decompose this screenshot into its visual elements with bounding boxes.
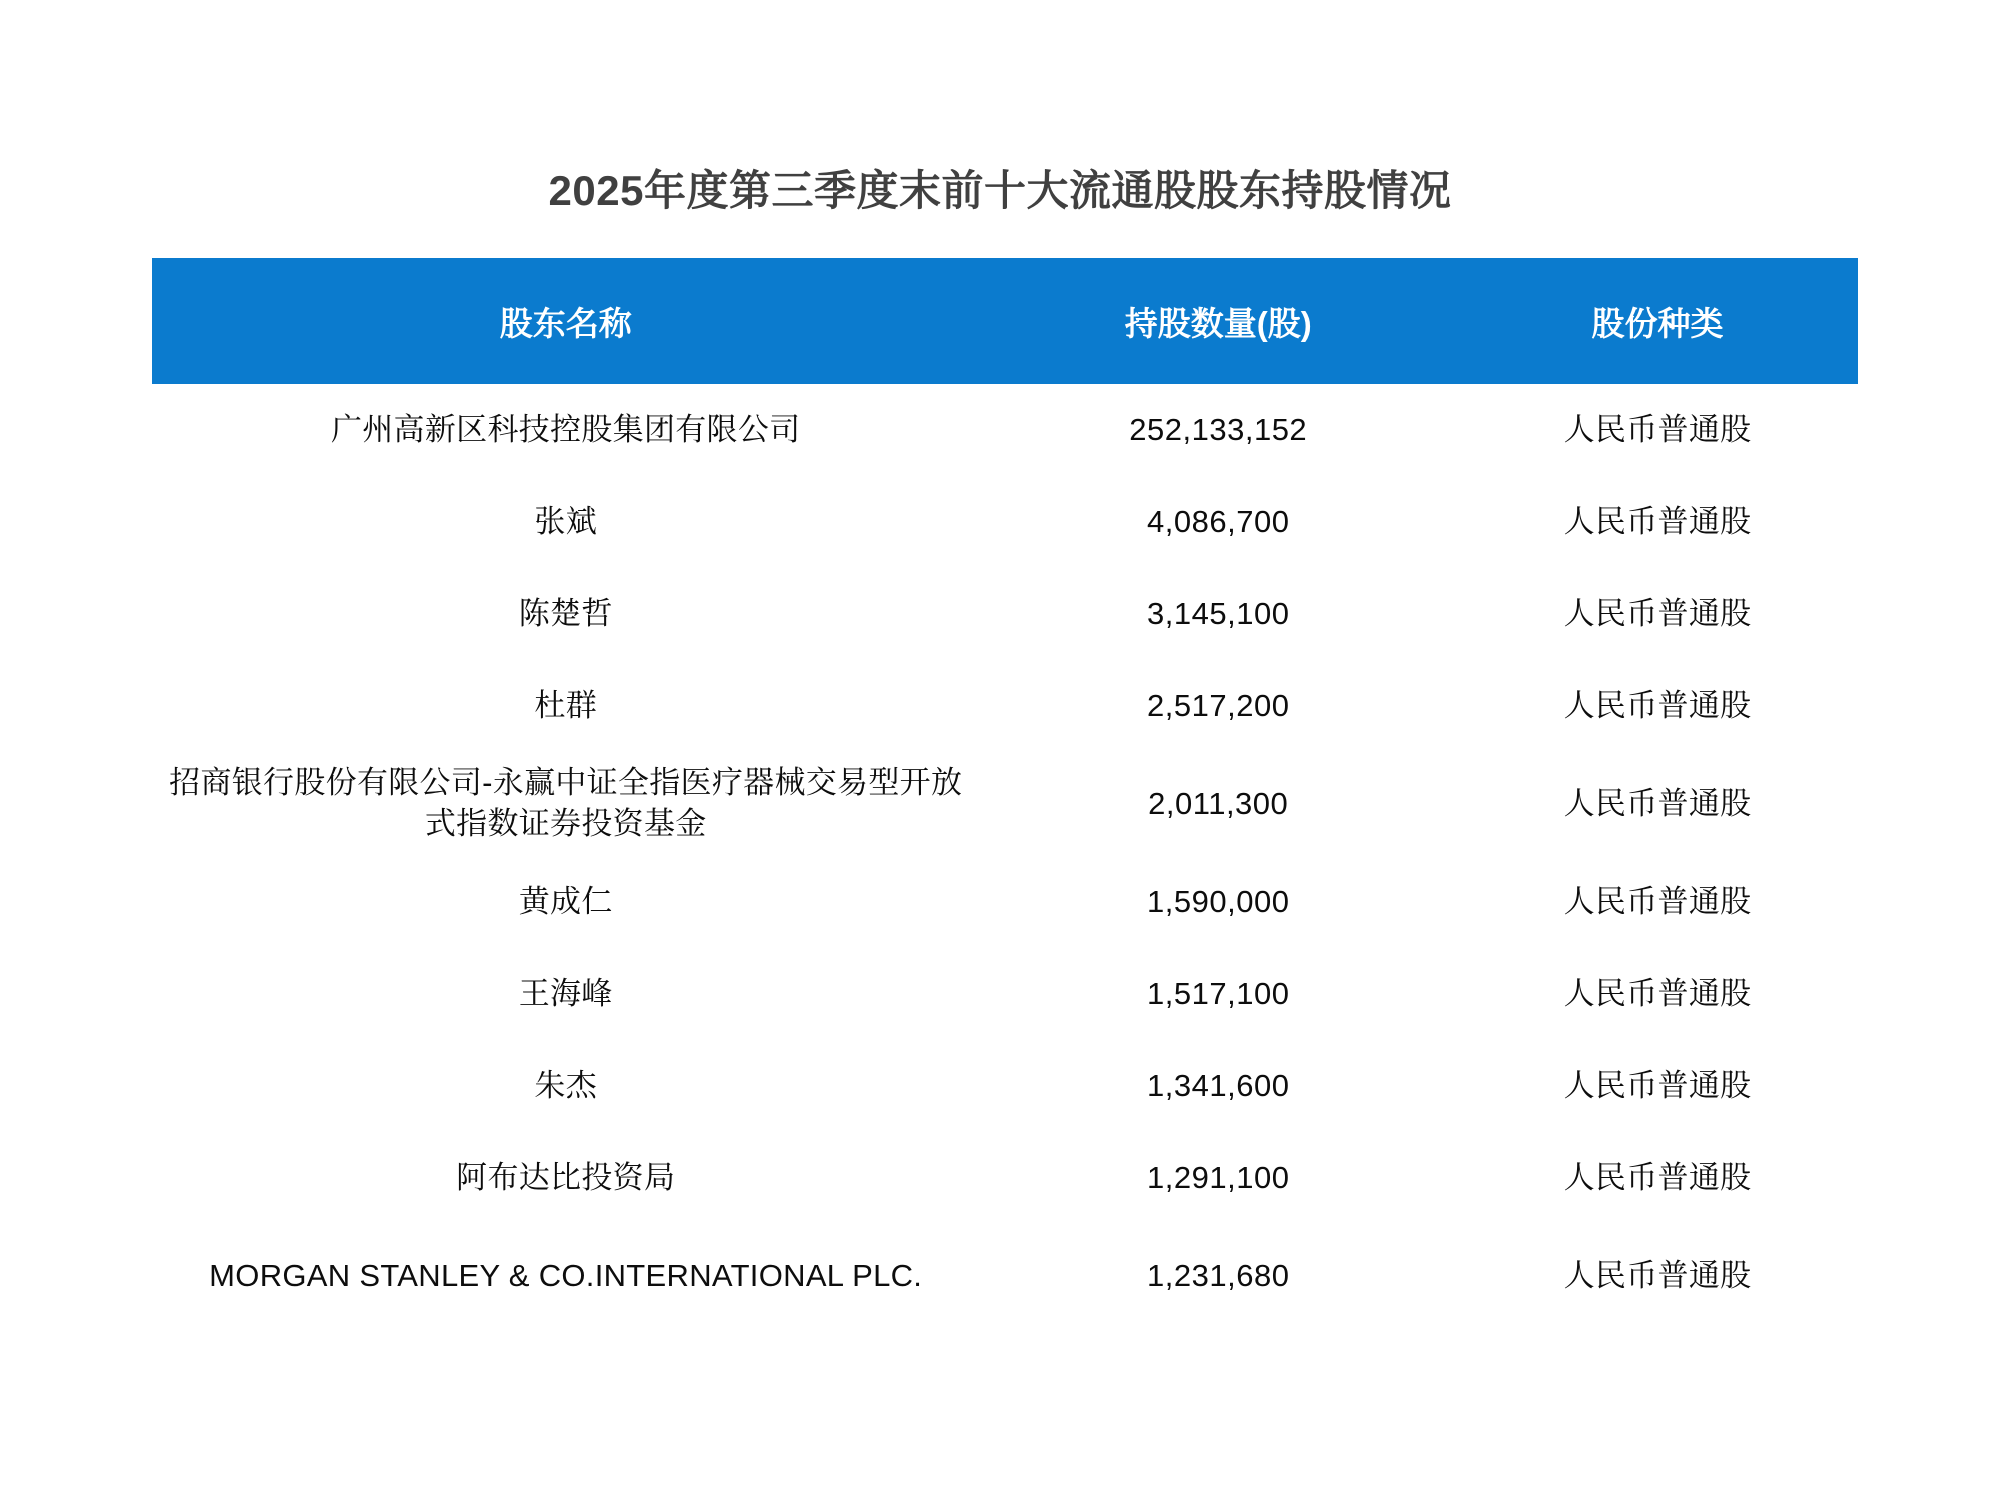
table-row bbox=[152, 1132, 1858, 1224]
cell-shareholder-name: 阿布达比投资局 bbox=[456, 1159, 676, 1195]
cell-quantity: 3,145,100 bbox=[1147, 595, 1290, 631]
cell-quantity: 1,231,680 bbox=[1147, 1257, 1290, 1293]
cell-shareholder-name: 张斌 bbox=[534, 503, 597, 539]
cell-share-type: 人民币普通股 bbox=[1563, 883, 1752, 919]
table-row bbox=[152, 568, 1858, 660]
cell-share-type: 人民币普通股 bbox=[1563, 1257, 1752, 1293]
cell-shareholder-name: 王海峰 bbox=[518, 975, 613, 1011]
cell-quantity: 252,133,152 bbox=[1129, 411, 1308, 447]
shareholders-table-container bbox=[152, 258, 1858, 1328]
table-row bbox=[152, 752, 1858, 856]
table-header bbox=[152, 258, 1858, 384]
cell-quantity: 2,517,200 bbox=[1147, 687, 1290, 723]
cell-quantity: 1,517,100 bbox=[1147, 975, 1290, 1011]
cell-quantity: 1,291,100 bbox=[1147, 1159, 1290, 1195]
cell-shareholder-name: 招商银行股份有限公司-永赢中证全指医疗器械交易型开放式指数证券投资基金 bbox=[169, 765, 963, 841]
cell-quantity: 4,086,700 bbox=[1147, 503, 1290, 539]
shareholders-table bbox=[152, 258, 1858, 1328]
cell-share-type: 人民币普通股 bbox=[1563, 503, 1752, 539]
table-row bbox=[152, 1040, 1858, 1132]
column-header-quantity: 持股数量(股) bbox=[979, 258, 1457, 384]
column-header-share-type: 股份种类 bbox=[1457, 258, 1858, 384]
table-row bbox=[152, 948, 1858, 1040]
cell-shareholder-name: MORGAN STANLEY & CO.INTERNATIONAL PLC. bbox=[209, 1257, 923, 1293]
cell-shareholder-name: 杜群 bbox=[534, 687, 597, 723]
cell-shareholder-name: 陈楚哲 bbox=[518, 595, 613, 631]
cell-shareholder-name: 黄成仁 bbox=[518, 883, 613, 919]
cell-share-type: 人民币普通股 bbox=[1563, 785, 1752, 821]
table-body bbox=[152, 384, 1858, 1328]
table-row bbox=[152, 1224, 1858, 1328]
cell-share-type: 人民币普通股 bbox=[1563, 1159, 1752, 1195]
table-row bbox=[152, 476, 1858, 568]
cell-share-type: 人民币普通股 bbox=[1563, 595, 1752, 631]
cell-quantity: 2,011,300 bbox=[1148, 785, 1289, 821]
cell-share-type: 人民币普通股 bbox=[1563, 1067, 1752, 1103]
table-row bbox=[152, 384, 1858, 476]
table-row bbox=[152, 660, 1858, 752]
table-row bbox=[152, 856, 1858, 948]
table-header-row bbox=[152, 258, 1858, 384]
cell-share-type: 人民币普通股 bbox=[1563, 687, 1752, 723]
page-title: 2025年度第三季度末前十大流通股股东持股情况 bbox=[548, 167, 1452, 214]
cell-quantity: 1,590,000 bbox=[1147, 883, 1290, 919]
cell-quantity: 1,341,600 bbox=[1147, 1067, 1290, 1103]
cell-share-type: 人民币普通股 bbox=[1563, 975, 1752, 1011]
column-header-shareholder-name: 股东名称 bbox=[152, 258, 979, 384]
cell-shareholder-name: 广州高新区科技控股集团有限公司 bbox=[330, 411, 801, 447]
cell-share-type: 人民币普通股 bbox=[1563, 411, 1752, 447]
cell-shareholder-name: 朱杰 bbox=[534, 1067, 597, 1103]
